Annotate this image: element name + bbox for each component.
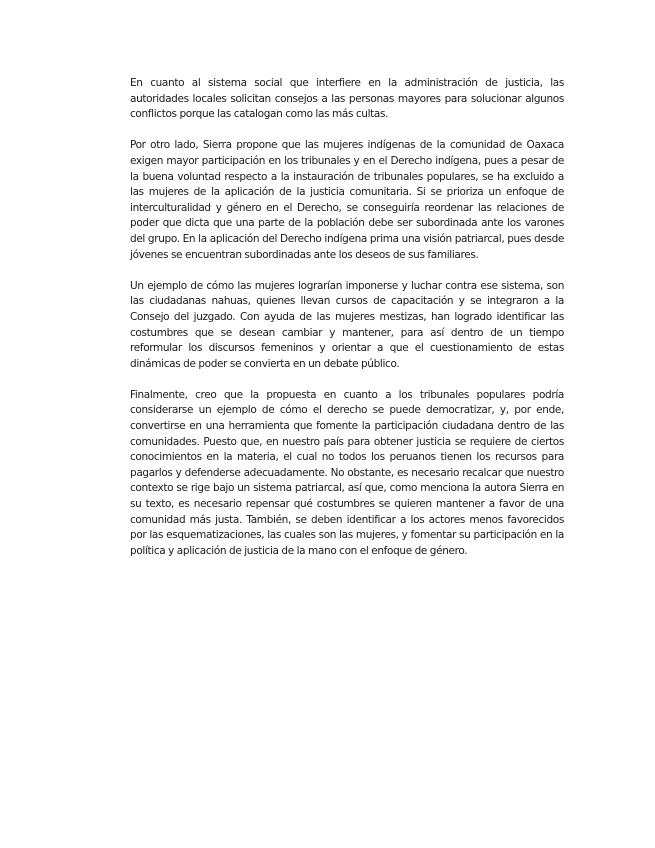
paragraph-1: En cuanto al sistema social que interfiere en la administración de justicia, las autoridades locales solicitan consejos a las personas mayores para solucionar algunos conflictos porque las catalogan como las más cultas. (130, 77, 564, 121)
paragraph-2: Por otro lado, Sierra propone que las mujeres indígenas de la comunidad de Oaxaca exigen mayor participación en los tribunales y en el Derecho indígena, pues a pesar de la buena voluntad respecto a la instauración de tribunales populares, se ha excluido a las mujeres de la aplicación de la justicia comunitaria. Si se prioriza un enfoque de interculturalidad y género en el Derecho, se conseguiría reordenar las relaciones de poder que dicta que una parte de la población debe ser subordinada ante los varones del grupo. En la aplicación del Derecho indígena prima una visión patriarcal, pues desde jóvenes se encuentran subordinadas ante los deseos de sus familiares. (130, 139, 564, 261)
document-body (130, 76, 564, 575)
paragraph-4: Finalmente, creo que la propuesta en cuanto a los tribunales populares podría considerarse un ejemplo de cómo el derecho se puede democratizar, y, por ende, convertirse en una herramienta que fomente la participación ciudadana dentro de las comunidades. Puesto que, en nuestro país para obtener justicia se requiere de ciertos conocimientos en la materia, el cual no todos los peruanos tienen los recursos para pagarlos y defenderse adecuadamente. No obstante, es necesario recalcar que nuestro contexto se rige bajo un sistema patriarcal, así que, como menciona la autora Sierra en su texto, es necesario repensar qué costumbres se quieren mantener a favor de una comunidad más justa. También, se deben identificar a los actores menos favorecidos por las esquematizaciones, las cuales son las mujeres, y fomentar su participación en la política y aplicación de justicia de la mano con el enfoque de género. (130, 388, 564, 557)
paragraph-3: Un ejemplo de cómo las mujeres lograrían imponerse y luchar contra ese sistema, son las ciudadanas nahuas, quienes llevan cursos de capacitación y se integraron a la Consejo del juzgado. Con ayuda de las mujeres mestizas, han logrado identificar las costumbres que se desean cambiar y mantener, para así dentro de un tiempo reformular los discursos femeninos y orientar a que el cuestionamiento de estas dinámicas de poder se convierta en un debate público. (130, 279, 564, 370)
